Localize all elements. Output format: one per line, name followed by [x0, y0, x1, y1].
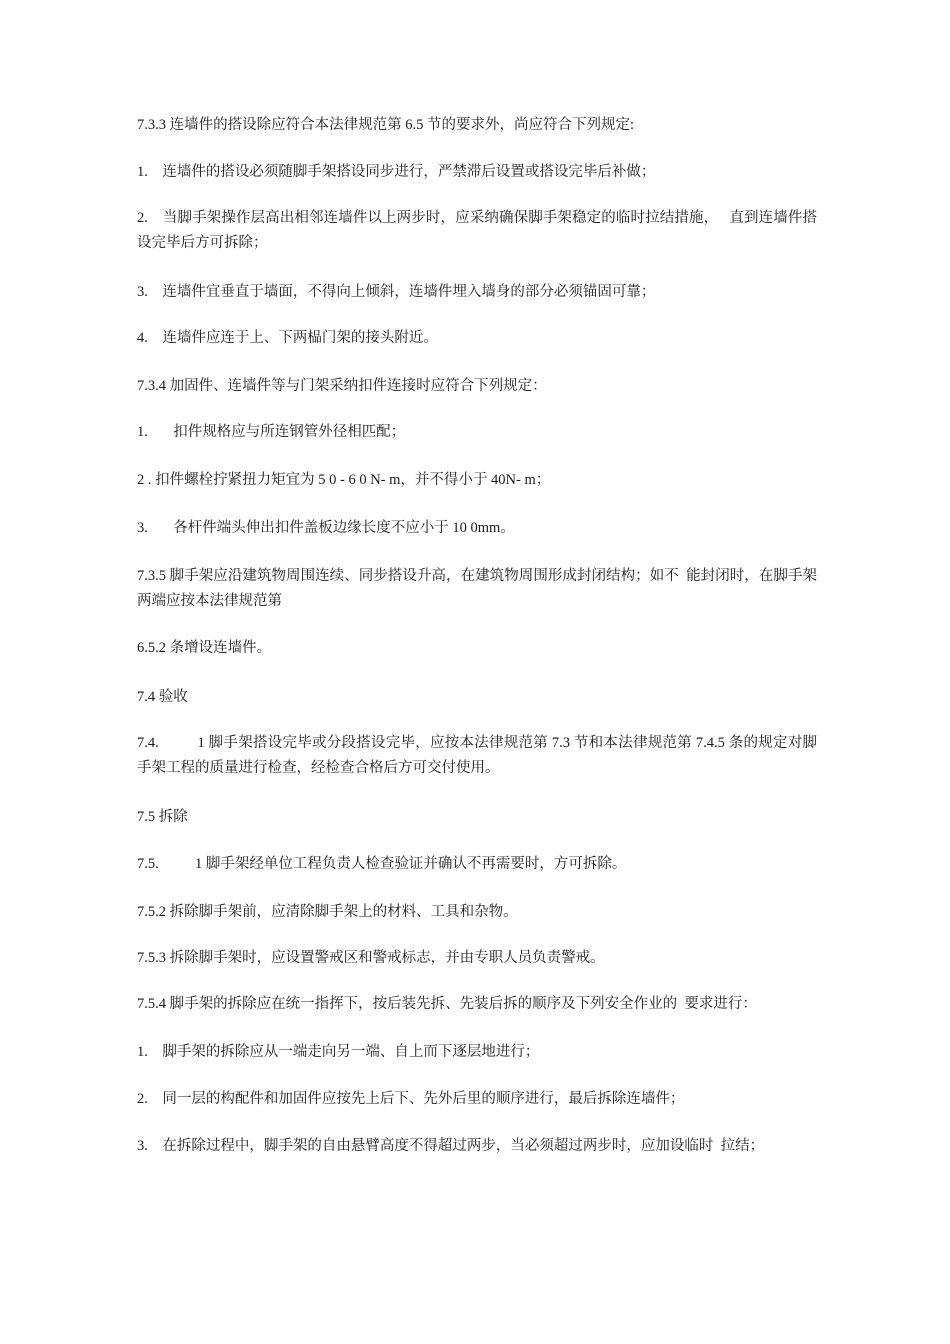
- paragraph-6-5-2: 6.5.2 条增设连墙件。: [137, 640, 272, 656]
- paragraph-7-3-4: 7.3.4 加固件、连墙件等与门架采纳扣件连接时应符合下列规定：: [137, 378, 547, 394]
- list-item-7-5-4-1: 1. 脚手架的拆除应从一端走向另一端、自上而下逐层地进行；: [137, 1044, 540, 1060]
- list-item-7-3-3-3: 3. 连墙件宜垂直于墙面，不得向上倾斜，连墙件埋入墙身的部分必须锚固可靠；: [137, 284, 656, 300]
- list-item-7-3-3-4: 4. 连墙件应连于上、下两榀门架的接头附近。: [137, 330, 438, 346]
- paragraph-7-5-1: 7.5. 1 脚手架经单位工程负责人检查验证并确认不再需要时，方可拆除。: [137, 856, 627, 872]
- paragraph-7-3-5: 7.3.5 脚手架应沿建筑物周围连续、同步搭设升高，在建筑物周围形成封闭结构；如不 能封闭时，在脚手架两端应按本法律规范第: [137, 568, 817, 609]
- heading-7-5: 7.5 拆除: [137, 809, 188, 825]
- list-item-7-3-3-1: 1. 连墙件的搭设必须随脚手架搭设同步进行，严禁滞后设置或搭设完毕后补做；: [137, 164, 656, 180]
- paragraph-7-5-4: 7.5.4 脚手架的拆除应在统一指挥下，按后装先拆、先装后拆的顺序及下列安全作业的 要求进行：: [137, 996, 757, 1012]
- paragraph-7-3-3: 7.3.3 连墙件的搭设除应符合本法律规范第 6.5 节的要求外，尚应符合下列规定:: [137, 117, 635, 133]
- list-item-7-3-4-2: 2 . 扣件螺栓拧紧扭力矩宜为 5 0 - 6 0 N- m，并不得小于 40N- m；: [137, 472, 551, 488]
- paragraph-7-5-3: 7.5.3 拆除脚手架时，应设置警戒区和警戒标志，并由专职人员负责警戒。: [137, 950, 605, 966]
- list-item-7-5-4-2: 2. 同一层的构配件和加固件应按先上后下、先外后里的顺序进行，最后拆除连墙件；: [137, 1091, 685, 1107]
- heading-7-4: 7.4 验收: [137, 689, 188, 705]
- paragraph-7-4-1: 7.4. 1 脚手架搭设完毕或分段搭设完毕，应按本法律规范第 7.3 节和本法律规范第 7.4.5 条的规定对脚手架工程的质量进行检查，经检查合格后方可交付使用。: [137, 735, 817, 776]
- list-item-7-3-4-3: 3. 各杆件端头伸出扣件盖板边缘长度不应小于 10 0mm。: [137, 520, 515, 536]
- list-item-7-3-3-2: 2. 当脚手架操作层高出相邻连墙件以上两步时，应采纳确保脚手架稳定的临时拉结措施， 直到连墙件搭设完毕后方可拆除；: [137, 210, 817, 251]
- list-item-7-3-4-1: 1. 扣件规格应与所连钢管外径相匹配；: [137, 424, 406, 440]
- list-item-7-5-4-3: 3. 在拆除过程中，脚手架的自由悬臂高度不得超过两步，当必须超过两步时，应加设临时 拉结；: [137, 1138, 765, 1154]
- paragraph-7-5-2: 7.5.2 拆除脚手架前，应清除脚手架上的材料、工具和杂物。: [137, 904, 518, 920]
